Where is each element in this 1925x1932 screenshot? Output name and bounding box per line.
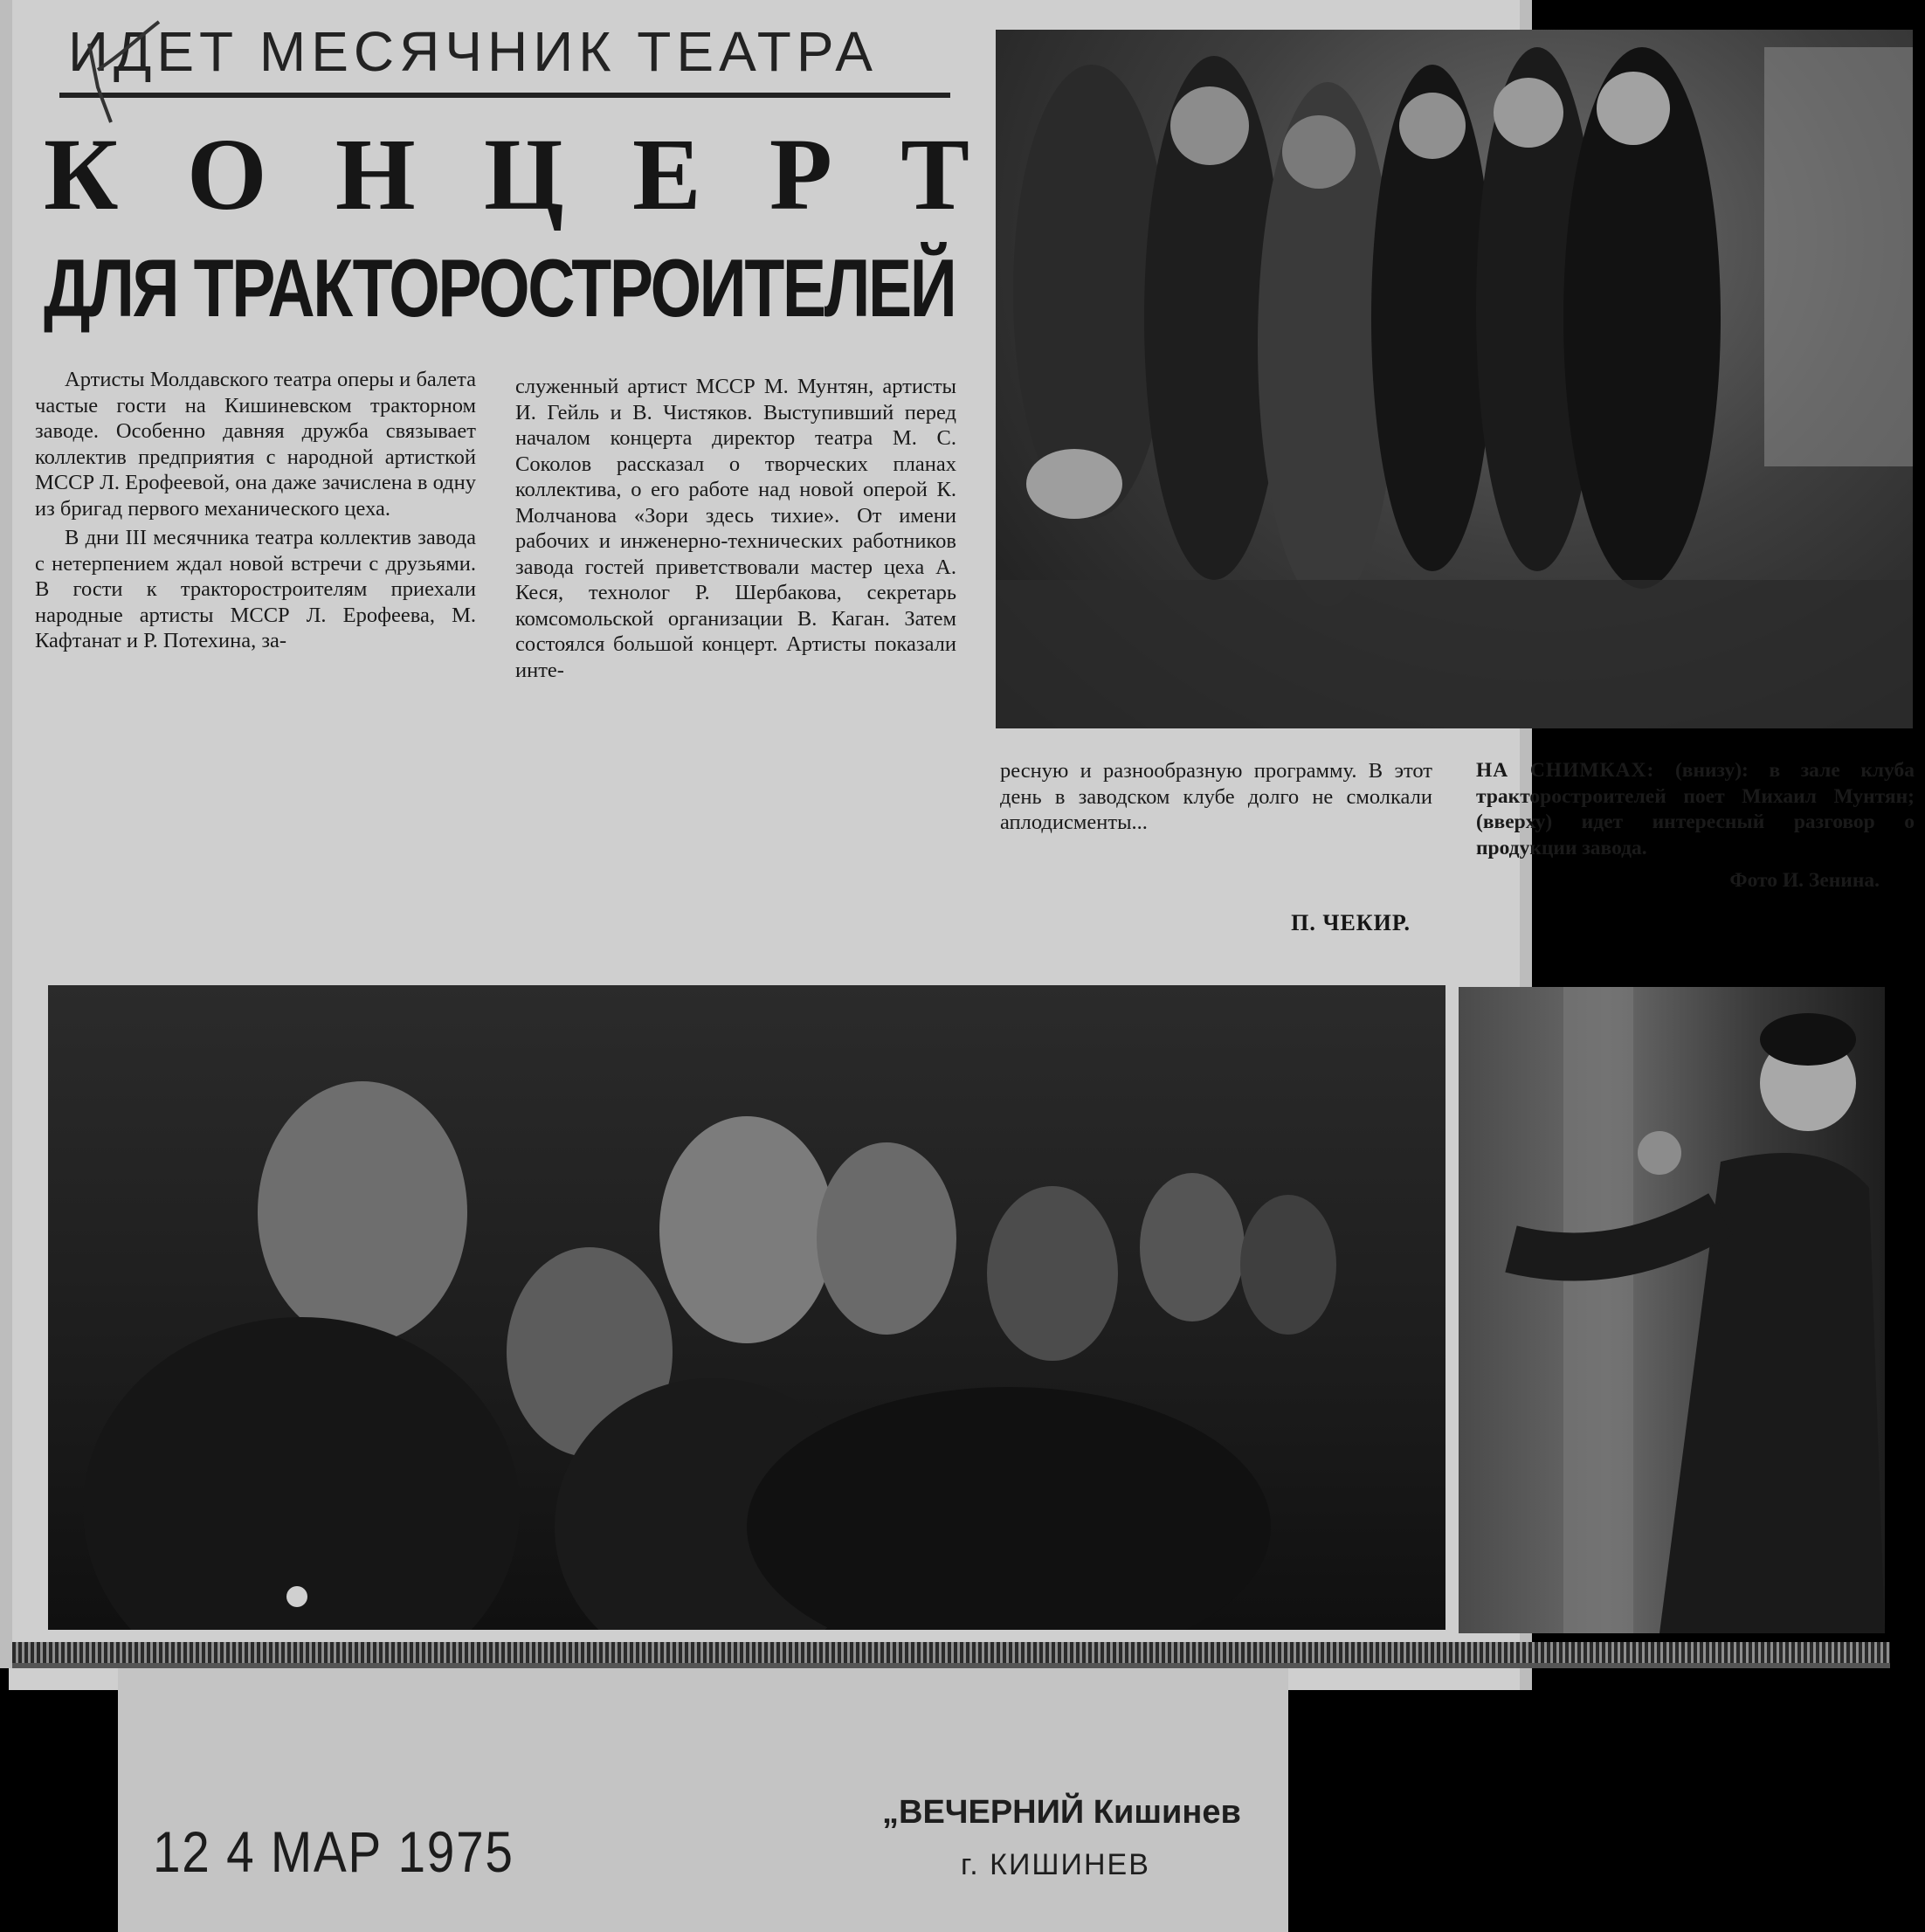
city-stamp: г. КИШИНЕВ: [961, 1848, 1150, 1881]
newspaper-stamp: „ВЕЧЕРНИЙ Кишинев: [882, 1794, 1241, 1831]
rubric-heading: ИДЕТ МЕСЯЧНИК ТЕАТРА: [68, 20, 878, 83]
date-stamp: 12 4 МАР 1975: [153, 1819, 514, 1884]
headline-letter: Ц: [483, 117, 564, 231]
article-column-3: [1000, 758, 1432, 898]
article-paragraph: служенный артист МССР М. Мунтян, артисты И. Гейль и В. Чистяков. Выступивший перед началом концерта директор театра М. С. Соколов рассказал о творческих планах коллектива, о его работе над новой оперой К. Молчанова «Зори здесь тихие». От имени рабочих и инженерно-технических работников завода гостей приветствовали мастер цеха А. Кеся, технолог Р. Шербакова, секретарь комсомольской организации В. Каган. Затем состоялся большой концерт. Артисты показали инте-: [515, 375, 956, 682]
caption-text: (внизу): в зале клуба тракторостроителей поет Михаил Мунтян; (вверху) идет интересный разговор о продукции завода.: [1476, 759, 1915, 859]
headline-letter: О: [186, 117, 267, 231]
photo-bottom-shapes: [48, 985, 1445, 1630]
photo-singer-shapes: [1459, 987, 1885, 1633]
article-paragraph: Артисты Молдавского театра оперы и балета частые гости на Кишиневском тракторном заводе. Особенно давняя дружба связывает коллектив предприятия с народной артисткой МССР Л. Ерофеевой, она даже зачислена в одну из бригад первого механического цеха.: [35, 368, 476, 521]
headline-letter: Н: [335, 117, 416, 231]
article-paragraph: ресную и разнообразную программу. В этот день в заводском клубе долго не смолкали аплодисменты...: [1000, 759, 1432, 834]
headline-subtitle: ДЛЯ ТРАКТОРОСТРОИТЕЛЕЙ: [44, 242, 956, 334]
photo-credit: Фото И. Зенина.: [1729, 869, 1880, 892]
photo-audience: [48, 985, 1445, 1630]
bottom-thin-rule: [12, 1663, 1890, 1668]
caption-label: НА СНИМКАХ:: [1476, 759, 1655, 782]
rubric-rule: [59, 93, 950, 98]
headline-concert: [44, 117, 969, 231]
headline-letter: Р: [769, 117, 833, 231]
headline-letter: Е: [631, 117, 701, 231]
article-byline: П. ЧЕКИР.: [1291, 910, 1411, 935]
pen-checkmark: [63, 17, 168, 131]
article-column-2: [515, 374, 956, 952]
bottom-border-rule: [12, 1642, 1890, 1663]
photo-factory-conversation: [996, 30, 1913, 728]
article-paragraph: В дни III месячника театра коллектив завода с нетерпением ждал новой встречи с друзьями. В гости к тракторостроителям приехали народные артисты МССР Л. Ерофеева, М. Кафтанат и Р. Потехина, за-: [35, 526, 476, 652]
headline-letter: К: [44, 117, 119, 231]
photo-top-shapes: [996, 30, 1913, 728]
article-column-1: [35, 367, 476, 952]
photo-singer-muntian: [1459, 987, 1885, 1633]
paper-edge-left: [0, 0, 12, 1668]
photo-caption: [1476, 758, 1915, 942]
headline-letter: Т: [900, 117, 969, 231]
